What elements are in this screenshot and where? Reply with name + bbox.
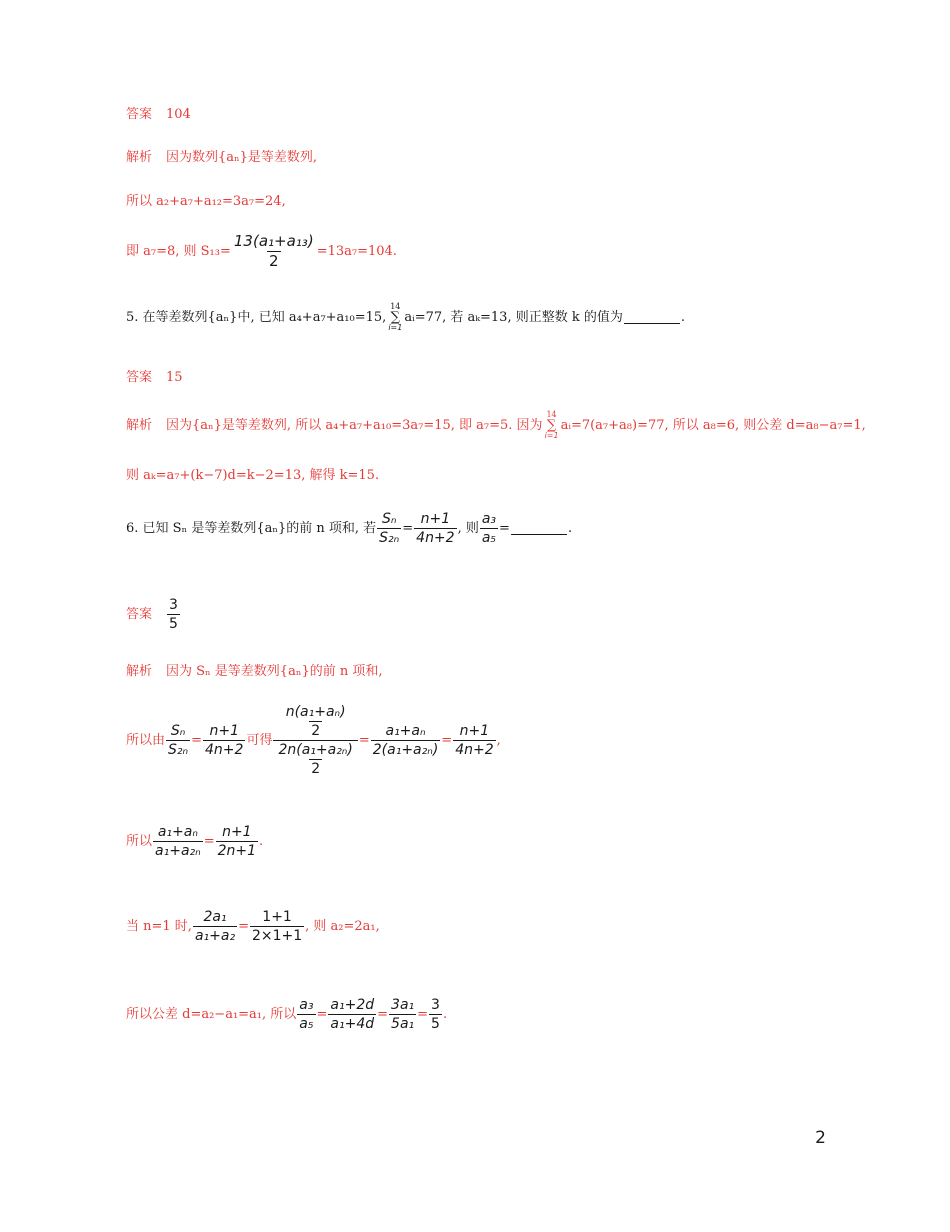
analysis-text: 所以公差 d=a₂−a₁=a₁, 所以 <box>126 1007 297 1022</box>
fraction-n1-4n2: $\frac{n+1}{4n+2}$ <box>205 723 244 758</box>
fraction-l4-2: $\frac{1+1}{2\times 1+1}$ <box>251 909 303 944</box>
fraction-a3-a5: $\frac{\text{a₃}}{\text{a₅}}$ <box>481 511 497 546</box>
answer-blank <box>511 522 567 535</box>
analysis-text: 则 aₖ=a₇+(k−7)d=k−2=13, 解得 k=15. <box>126 468 380 483</box>
fraction-l5-2: $\frac{\text{a₁+2d}}{\text{a₁+4d}}$ <box>330 997 375 1032</box>
analysis-line-4-1 <box>126 151 317 164</box>
analysis-text: 当 n=1 时, <box>126 919 192 934</box>
analysis-label: 解析 <box>126 150 153 165</box>
answer-line-5 <box>126 371 183 384</box>
fraction-sn-s2n: $\frac{\text{Sₙ}}{\text{S₂ₙ}}$ <box>379 511 400 546</box>
fraction-n1-4n2: $\frac{n+1}{4n+2}$ <box>416 511 455 546</box>
answer-fraction: $\frac{3}{5}$ <box>169 597 178 632</box>
analysis-text: =13a₇=104. <box>316 244 397 259</box>
fraction-l5-3: $\frac{\text{3a₁}}{\text{5a₁}}$ <box>391 997 415 1032</box>
answer-blank <box>624 311 680 324</box>
analysis-line-6-2: 所以由 $\frac{\text{Sₙ}}{\text{S₂ₙ}}$ = $\frac{n+1}{4n+2}$ 可得 $\frac{\frac{\text{n(a₁+aₙ)}}{2}}{\frac{\text{2n(a₁+a₂ₙ)}}{2}}$ = $\frac{\text{a₁+aₙ}}{\text{2(a₁+a₂ₙ)}}$ = $\frac{n+1}{4n+2}$ , <box>126 704 501 777</box>
analysis-label: 解析 <box>126 664 153 679</box>
question-5: 5. 在等差数列{aₙ}中, 已知 a₄+a₇+a₁₀=15, 14 ∑ i=1 aᵢ=77, 若 aₖ=13, 则正整数 k 的值为 . <box>126 302 685 332</box>
analysis-line-5-1 <box>126 411 866 440</box>
page-number: 2 <box>815 1128 826 1148</box>
analysis-text: 所以 a₂+a₇+a₁₂=3a₇=24, <box>126 194 286 209</box>
analysis-text: 因为 Sₙ 是等差数列{aₙ}的前 n 项和, <box>166 664 383 679</box>
question-text: 5. 在等差数列{aₙ}中, 已知 a₄+a₇+a₁₀=15, <box>126 310 387 325</box>
analysis-line-4-3 <box>126 234 397 269</box>
answer-value: 15 <box>166 370 183 385</box>
answer-line-6 <box>126 598 181 631</box>
fraction-a1an: $\frac{\text{a₁+aₙ}}{\text{2(a₁+a₂ₙ)}}$ <box>372 723 439 758</box>
fraction-n1-4n2-b: $\frac{n+1}{4n+2}$ <box>455 723 494 758</box>
analysis-line-6-1 <box>126 665 383 678</box>
question-text: 6. 已知 Sₙ 是等差数列{aₙ}的前 n 项和, 若 <box>126 521 377 536</box>
summation-icon: 14 ∑ i=1 <box>544 410 559 440</box>
analysis-line-6-3: 所以 $\frac{\text{a₁+aₙ}}{\text{a₁+a₂ₙ}}$ = $\frac{n+1}{2n+1}$ . <box>126 824 264 859</box>
analysis-text: 即 a₇=8, 则 S₁₃= <box>126 244 231 259</box>
analysis-line-4-2 <box>126 195 286 208</box>
fraction-l5-1: $\frac{\text{a₃}}{\text{a₅}}$ <box>299 997 314 1032</box>
answer-line-4 <box>126 108 191 121</box>
answer-label: 答案 <box>126 607 153 622</box>
fraction-sn-s2n: $\frac{\text{Sₙ}}{\text{S₂ₙ}}$ <box>168 723 189 758</box>
analysis-text: 因为数列{aₙ}是等差数列, <box>166 150 318 165</box>
answer-value: 104 <box>166 107 191 122</box>
analysis-line-6-4: 当 n=1 时, $\frac{\text{2a₁}}{\text{a₁+a₂}}$ = $\frac{1+1}{2\times 1+1}$ , 则 a₂=2a₁, <box>126 909 380 944</box>
fraction-l5-4: $\frac{3}{5}$ <box>431 997 440 1032</box>
analysis-text: , 则 a₂=2a₁, <box>305 919 380 934</box>
fraction-s13: $\frac{\text{13(a₁+a₁₃)}}{2}$ <box>233 232 314 270</box>
analysis-text: 因为{aₙ}是等差数列, 所以 a₄+a₇+a₁₀=3a₇=15, 即 a₇=5. 因为 <box>166 418 543 433</box>
question-6: 6. 已知 Sₙ 是等差数列{aₙ}的前 n 项和, 若 $\frac{\text{Sₙ}}{\text{S₂ₙ}}$ = $\frac{n+1}{4n+2}$ , 则 $\frac{\text{a₃}}{\text{a₅}}$ = . <box>126 511 573 546</box>
fraction-l4-1: $\frac{\text{2a₁}}{\text{a₁+a₂}}$ <box>194 909 236 944</box>
analysis-line-6-5: 所以公差 d=a₂−a₁=a₁, 所以 $\frac{\text{a₃}}{\text{a₅}}$ = $\frac{\text{a₁+2d}}{\text{a₁+4d}}$ = $\frac{\text{3a₁}}{\text{5a₁}}$ = $\frac{3}{5}$ . <box>126 997 448 1032</box>
analysis-text: aᵢ=7(a₇+a₈)=77, 所以 a₈=6, 则公差 d=a₈−a₇=1, <box>560 418 866 433</box>
fraction-l3-2: $\frac{n+1}{2n+1}$ <box>217 824 257 859</box>
analysis-text: 所以由 <box>126 733 166 748</box>
analysis-line-5-2 <box>126 469 379 482</box>
analysis-text: 可得 <box>246 733 273 748</box>
answer-label: 答案 <box>126 370 153 385</box>
fraction-l3-1: $\frac{\text{a₁+aₙ}}{\text{a₁+a₂ₙ}}$ <box>155 824 201 859</box>
summation-icon: 14 ∑ i=1 <box>388 302 403 332</box>
question-text: aᵢ=77, 若 aₖ=13, 则正整数 k 的值为 <box>404 310 623 325</box>
analysis-label: 解析 <box>126 418 153 433</box>
analysis-text: 所以 <box>126 834 153 849</box>
answer-label: 答案 <box>126 107 153 122</box>
compound-fraction: $\frac{\frac{\text{n(a₁+aₙ)}}{2}}{\frac{\text{2n(a₁+a₂ₙ)}}{2}}$ <box>273 705 357 776</box>
